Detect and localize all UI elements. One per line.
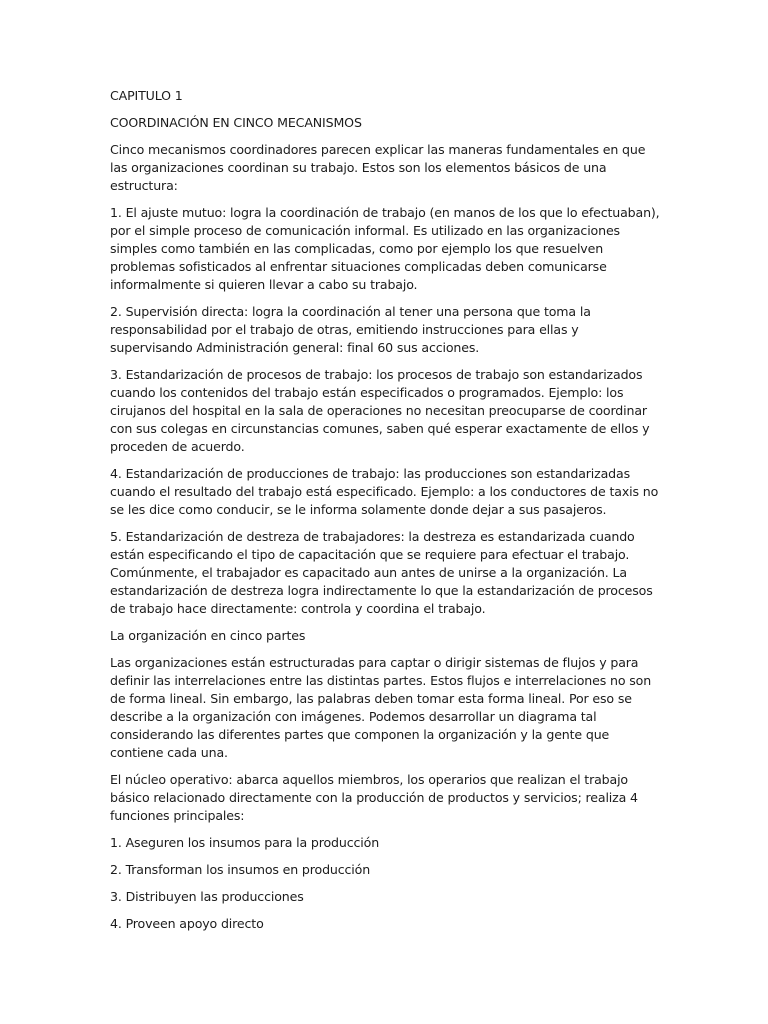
function-item: 2. Transforman los insumos en producción bbox=[110, 862, 371, 877]
nucleo-operativo-paragraph: El núcleo operativo: abarca aquellos miembros, los operarios que realizan el trabajo básico relacionado directamente con la producción de productos y servicios; realiza 4 funciones principales: bbox=[110, 772, 638, 823]
mechanism-estandarizacion-destreza: 5. Estandarización de destreza de trabajadores: la destreza es estandarizada cuando están especificando el tipo de capacitación que se requiere para efectuar el trabajo. Comúnmente, el trabajador es capacitado aun antes de unirse a la organización. La estandarización de destreza logra indirectamente lo que la estandarización de procesos de trabajo hace directamente: controla y coordina el trabajo. bbox=[110, 529, 653, 616]
mechanism-ajuste-mutuo: 1. El ajuste mutuo: logra la coordinación de trabajo (en manos de los que lo efectuaban), por el simple proceso de comunicación informal. Es utilizado en las organizaciones simples como también en las complicadas, como por ejemplo los que resuelven problemas sofisticados al enfrentar situaciones complicadas deben comunicarse informalmente si quieren llevar a cabo su trabajo. bbox=[110, 205, 660, 292]
mechanism-supervision-directa: 2. Supervisión directa: logra la coordinación al tener una persona que toma la responsabilidad por el trabajo de otras, emitiendo instrucciones para ellas y supervisando Administración general: final 60 sus acciones. bbox=[110, 304, 591, 355]
function-item: 4. Proveen apoyo directo bbox=[110, 916, 264, 931]
intro-paragraph: Cinco mecanismos coordinadores parecen explicar las maneras fundamentales en que las organizaciones coordinan su trabajo. Estos son los elementos básicos de una estructura: bbox=[110, 142, 646, 193]
organization-paragraph: Las organizaciones están estructuradas para captar o dirigir sistemas de flujos y para definir las interrelaciones entre las distintas partes. Estos flujos e interrelaciones no son de forma lineal. Sin embargo, las palabras deben tomar esta forma lineal. Por eso se describe a la organización con imágenes. Podemos desarrollar un diagrama tal considerando las diferentes partes que componen la organización y la gente que contiene cada una. bbox=[110, 655, 652, 760]
function-item: 1. Aseguren los insumos para la producción bbox=[110, 835, 380, 850]
section-heading: COORDINACIÓN EN CINCO MECANISMOS bbox=[110, 115, 362, 130]
mechanism-estandarizacion-producciones: 4. Estandarización de producciones de trabajo: las producciones son estandarizadas cuando el resultado del trabajo está especificado. Ejemplo: a los conductores de taxis no se les dice como conducir, se le informa solamente donde dejar a sus pasajeros. bbox=[110, 466, 659, 517]
document-page bbox=[110, 87, 662, 942]
mechanism-estandarizacion-procesos: 3. Estandarización de procesos de trabajo: los procesos de trabajo son estandarizados cuando los contenidos del trabajo están especificados o programados. Ejemplo: los cirujanos del hospital en la sala de operaciones no necesitan preocuparse de coordinar con sus colegas en circunstancias comunes, saben qué esperar exactamente de ellos y proceden de acuerdo. bbox=[110, 367, 650, 454]
subsection-heading: La organización en cinco partes bbox=[110, 628, 306, 643]
chapter-title: CAPITULO 1 bbox=[110, 88, 183, 103]
function-item: 3. Distribuyen las producciones bbox=[110, 889, 304, 904]
